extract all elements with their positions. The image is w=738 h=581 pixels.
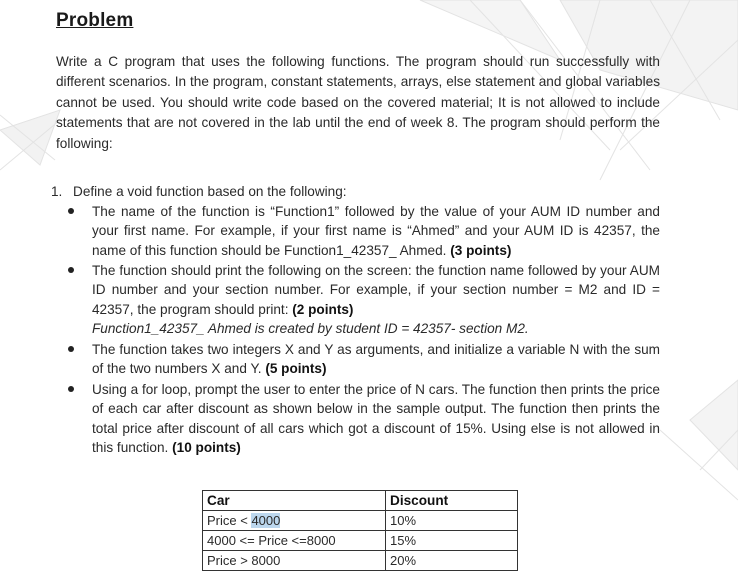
header-car: Car xyxy=(203,491,386,511)
bullet-item-print xyxy=(92,261,660,339)
table-header-row xyxy=(203,491,518,511)
table-row xyxy=(203,551,518,571)
car-cell: Price > 8000 xyxy=(203,551,386,571)
discount-cell: 20% xyxy=(386,551,518,571)
bullet-text: The function should print the following on the screen: the function name followed by your AUM ID number and your section number. For example, if your section number = M2 and ID = 42357, the program should print: xyxy=(92,263,660,317)
bullet-item-arguments xyxy=(92,340,660,379)
table-row xyxy=(203,511,518,531)
bullet-item-for-loop xyxy=(92,380,660,458)
points-label: (3 points) xyxy=(450,242,512,258)
car-cell: 4000 <= Price <=8000 xyxy=(203,531,386,551)
bullet-text: Using a for loop, prompt the user to enter the price of N cars. The function then prints the price of each car after discount as shown below in the sample output. The function then prints the total price after discount of all cars which got a discount of 15%. Using else is not allowed in this function. xyxy=(92,382,660,456)
car-prefix: Price < xyxy=(207,513,252,528)
header-discount: Discount xyxy=(386,491,518,511)
table-row xyxy=(203,531,518,551)
bullet-text: The name of the function is “Function1” followed by the value of your AUM ID number and your first name. For example, if your first name is “Ahmed” and your AUM ID is 42357, the name of this function should be Function1_42357_ Ahmed. xyxy=(92,204,660,258)
bullet-text: The function takes two integers X and Y as arguments, and initialize a variable N with the sum of the two numbers X and Y. xyxy=(92,342,660,377)
intro-paragraph: Write a C program that uses the following functions. The program should run successfully with different scenarios. In the program, constant statements, arrays, else statement and global variables cannot be used. You should write code based on the covered material; It is not allowed to include statements that are not covered in the lab until the end of week 8. The program should perform the following: xyxy=(56,54,660,151)
example-output: Function1_42357_ Ahmed is created by student ID = 42357- section M2. xyxy=(92,321,529,337)
bullet-icon xyxy=(68,346,74,352)
points-label: (2 points) xyxy=(292,301,354,317)
points-label: (5 points) xyxy=(265,361,327,377)
bullet-item-function-name xyxy=(92,202,660,260)
selected-text-highlight[interactable]: 4000 xyxy=(251,513,281,528)
points-label: (10 points) xyxy=(172,440,241,456)
item-text: Define a void function based on the following: xyxy=(73,184,347,199)
discount-table xyxy=(202,490,518,571)
bullet-icon xyxy=(68,208,74,214)
car-cell xyxy=(203,511,386,531)
item-number: 1. xyxy=(51,184,63,199)
page-title: Problem xyxy=(56,10,134,31)
bullet-icon xyxy=(68,267,74,273)
discount-cell: 15% xyxy=(386,531,518,551)
bullet-icon xyxy=(68,386,74,392)
numbered-item-1 xyxy=(51,182,347,201)
discount-cell: 10% xyxy=(386,511,518,531)
